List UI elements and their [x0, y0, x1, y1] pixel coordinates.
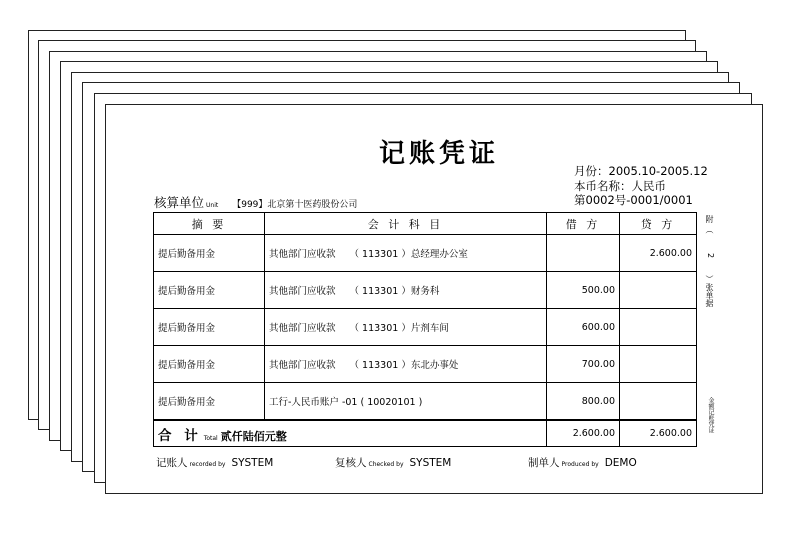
row-credit: [620, 383, 697, 421]
total-cell: [154, 420, 547, 447]
voucher-table: [153, 212, 697, 447]
total-amount-words: 贰仟陆佰元整: [220, 429, 287, 443]
table-row: [154, 383, 697, 421]
voucher-sheet: [105, 104, 763, 494]
account-name: 工行-人民币账户 -01 ( 10020101 ): [269, 397, 423, 408]
account-code: （ 113301 ）东北办事处: [349, 360, 459, 371]
row-summary: 提后勤备用金: [154, 235, 265, 272]
account-code: （ 113301 ）片剂车间: [349, 323, 449, 334]
voucher-type-note: 金额记账凭证: [707, 397, 714, 433]
row-credit: [620, 346, 697, 383]
account-name: 其他部门应收款: [269, 360, 336, 371]
account-code: （ 113301 ）总经理办公室: [349, 249, 468, 260]
total-debit: 2.600.00: [547, 420, 620, 447]
unit-label: 核算单位: [154, 195, 205, 210]
row-account: [265, 235, 547, 272]
row-debit: [547, 235, 620, 272]
producer-label-en: Produced by: [561, 461, 599, 468]
row-summary: 提后勤备用金: [154, 383, 265, 421]
checker-label-en: Checked by: [368, 461, 404, 468]
header-row: [154, 213, 697, 235]
accounting-unit: [154, 193, 357, 211]
currency-label: 本币名称：人民币: [574, 179, 666, 193]
checker-label: 复核人: [335, 457, 367, 469]
header-debit: 借 方: [547, 213, 620, 235]
row-credit: 2.600.00: [620, 235, 697, 272]
table-row: [154, 235, 697, 272]
producer-name: DEMO: [604, 457, 637, 469]
account-name: 其他部门应收款: [269, 249, 336, 260]
voucher-number: 第0002号-0001/0001: [574, 193, 693, 207]
account-name: 其他部门应收款: [269, 323, 336, 334]
row-credit: [620, 272, 697, 309]
attachment-sheets: ）张单据: [705, 275, 714, 307]
unit-label-en: Unit: [206, 202, 219, 209]
table-row: [154, 272, 697, 309]
row-account: [265, 383, 547, 421]
account-code: （ 113301 ）财务科: [349, 286, 440, 297]
total-label: 合 计: [158, 427, 202, 444]
row-summary: 提后勤备用金: [154, 309, 265, 346]
header-summary: 摘 要: [154, 213, 265, 235]
attachment-count: 2: [706, 253, 715, 259]
table-row: [154, 309, 697, 346]
recorder-label-en: recorded by: [189, 461, 226, 468]
row-debit: 600.00: [547, 309, 620, 346]
producer-signature: [528, 455, 637, 470]
row-debit: 700.00: [547, 346, 620, 383]
recorder-name: SYSTEM: [231, 457, 274, 469]
row-summary: 提后勤备用金: [154, 346, 265, 383]
checker-name: SYSTEM: [409, 457, 452, 469]
header-credit: 贷 方: [620, 213, 697, 235]
checker-signature: [335, 455, 451, 470]
table-row: [154, 346, 697, 383]
row-summary: 提后勤备用金: [154, 272, 265, 309]
producer-label: 制单人: [528, 457, 560, 469]
account-name: 其他部门应收款: [269, 286, 336, 297]
row-debit: 800.00: [547, 383, 620, 421]
unit-value: 【999】北京第十医药股份公司: [232, 200, 358, 210]
header-account: 会 计 科 目: [265, 213, 547, 235]
period-label: 月份：2005.10-2005.12: [574, 164, 708, 178]
row-account: [265, 309, 547, 346]
row-debit: 500.00: [547, 272, 620, 309]
row-account: [265, 272, 547, 309]
total-row: [154, 420, 697, 447]
recorder-label: 记账人: [156, 457, 188, 469]
recorder-signature: [156, 455, 273, 470]
total-credit: 2.600.00: [620, 420, 697, 447]
row-account: [265, 346, 547, 383]
row-credit: [620, 309, 697, 346]
total-label-en: Total: [203, 434, 218, 442]
voucher-title: 记账凭证: [378, 139, 499, 169]
attachment-label: 附 （: [705, 215, 714, 234]
